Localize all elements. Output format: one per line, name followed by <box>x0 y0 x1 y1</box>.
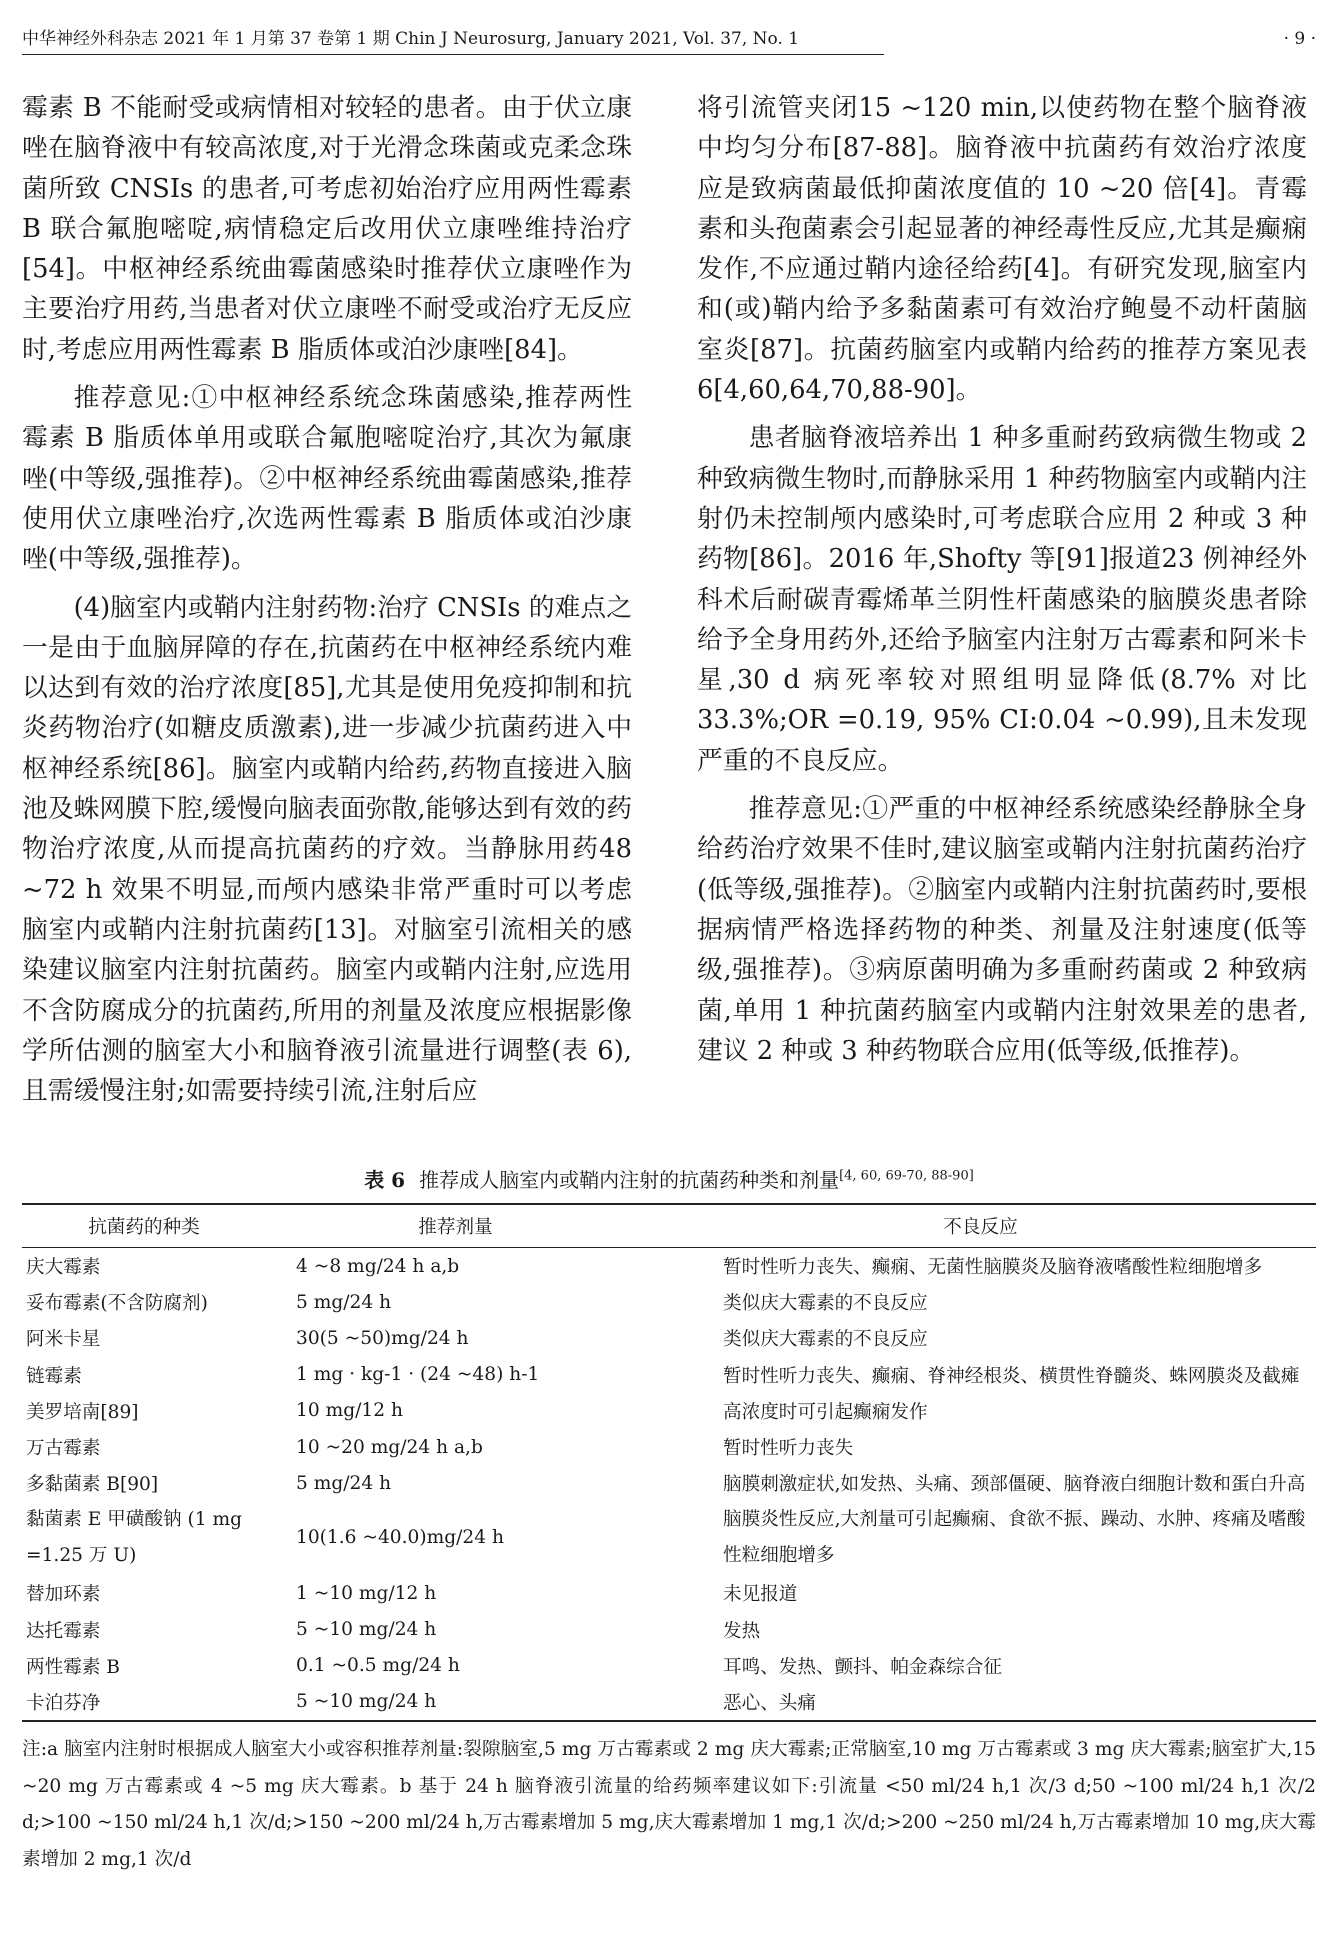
drug-cell: 多黏菌素 B[90] <box>26 1474 159 1496</box>
dose-cell: 5 ~10 mg/24 h <box>296 1619 437 1641</box>
dose-cell: 0.1 ~0.5 mg/24 h <box>296 1655 460 1677</box>
table-row <box>22 1575 1316 1611</box>
table-label: 表 6 <box>364 1168 406 1192</box>
table-row <box>22 1465 1316 1501</box>
drug-cell: 庆大霉素 <box>26 1257 101 1279</box>
adverse-cell: 类似庆大霉素的不良反应 <box>723 1293 928 1315</box>
page-number: · 9 · <box>1283 29 1316 49</box>
table-title <box>22 1165 1316 1195</box>
dose-cell: 5 ~10 mg/24 h <box>266 1684 645 1721</box>
table-title-ref: [4, 60, 69-70, 88-90] <box>839 1168 974 1184</box>
column-header: 推荐剂量 <box>266 1204 645 1248</box>
adverse-cell: 暂时性听力丧失 <box>723 1438 854 1460</box>
table-row <box>22 1320 1316 1356</box>
adverse-cell: 类似庆大霉素的不良反应 <box>723 1329 928 1351</box>
journal-citation: 中华神经外科杂志 2021 年 1 月第 37 卷第 1 期 Chin J Neurosurg, January 2021, Vol. 37, No. 1 <box>22 29 800 49</box>
drug-cell: 卡泊芬净 <box>22 1684 266 1721</box>
column-header: 抗菌药的种类 <box>22 1204 266 1248</box>
dose-cell: 5 mg/24 h <box>296 1472 392 1494</box>
column-header: 不良反应 <box>645 1204 1316 1248</box>
header-rule <box>22 54 884 55</box>
dose-cell: 10(1.6 ~40.0)mg/24 h <box>296 1527 504 1549</box>
table-row <box>22 1612 1316 1648</box>
paragraph: 推荐意见:①严重的中枢神经系统感染经静脉全身给药治疗效果不佳时,建议脑室或鞘内注射抗菌药治疗(低等级,强推荐)。②脑室内或鞘内注射抗菌药时,要根据病情严格选择药物的种类、剂量及注射速度(低等级,强推荐)。③病原菌明确为多重耐药菌或 2 种致病菌,单用 1 种抗菌药脑室内或鞘内注射效果差的患者,建议 2 种或 3 种药物联合应用(低等级,低推荐)。 <box>697 794 1307 1066</box>
adverse-cell: 恶心、头痛 <box>645 1684 1316 1721</box>
paragraph: 将引流管夹闭15 ~120 min,以使药物在整个脑脊液中均匀分布[87-88]。脑脊液中抗菌药有效治疗浓度应是致病菌最低抑菌浓度值的 10 ~20 倍[4]。青霉素和头孢菌素会引起显著的神经毒性反应,尤其是癫痫发作,不应通过鞘内途径给药[4]。有研究发现,脑室内和(或)鞘内给予多黏菌素可有效治疗鲍曼不动杆菌脑室炎[87]。抗菌药脑室内或鞘内给药的推荐方案见表 6[4,60,64,70,88-90]。 <box>697 93 1307 406</box>
adverse-cell: 暂时性听力丧失、癫痫、脊神经根炎、横贯性脊髓炎、蛛网膜炎及截瘫 <box>723 1365 1300 1387</box>
drug-cell: 链霉素 <box>26 1365 82 1387</box>
table-row <box>22 1648 1316 1684</box>
drug-cell: 达托霉素 <box>26 1620 101 1642</box>
paragraph: 推荐意见:①中枢神经系统念珠菌感染,推荐两性霉素 B 脂质体单用或联合氟胞嘧啶治疗,其次为氟康唑(中等级,强推荐)。②中枢神经系统曲霉菌感染,推荐使用伏立康唑治疗,次选两性霉素 B 脂质体或泊沙康唑(中等级,强推荐)。 <box>22 383 632 575</box>
drug-cell: 妥布霉素(不含防腐剂) <box>26 1293 208 1315</box>
dose-cell: 30(5 ~50)mg/24 h <box>296 1327 469 1349</box>
adverse-cell: 高浓度时可引起癫痫发作 <box>723 1401 928 1423</box>
table-row <box>22 1357 1316 1393</box>
table-row <box>22 1501 1316 1575</box>
right-column <box>697 88 1307 1079</box>
table-row <box>22 1284 1316 1320</box>
paragraph: 患者脑脊液培养出 1 种多重耐药致病微生物或 2 种致病微生物时,而静脉采用 1 种药物脑室内或鞘内注射仍未控制颅内感染时,可考虑联合应用 2 种或 3 种药物[86]。2016 年,Shofty 等[91]报道23 例神经外科术后耐碳青霉烯革兰阴性杆菌感染的脑膜炎患者除给予全身用药外,还给予脑室内注射万古霉素和阿米卡星,30 d 病死率较对照组明显降低(8.7% 对比 33.3%;OR =0.19, 95% CI:0.04 ~0.99),且未发现严重的不良反应。 <box>697 423 1307 776</box>
drug-cell: 万古霉素 <box>26 1438 101 1460</box>
adverse-cell: 脑膜刺激症状,如发热、头痛、颈部僵硬、脑脊液白细胞计数和蛋白升高 <box>723 1474 1306 1496</box>
left-column <box>22 88 632 1119</box>
table-caption: 推荐成人脑室内或鞘内注射的抗菌药种类和剂量 <box>419 1168 840 1192</box>
adverse-cell: 发热 <box>723 1620 761 1642</box>
table-footnote: 注:a 脑室内注射时根据成人脑室大小或容积推荐剂量:裂隙脑室,5 mg 万古霉素或 2 mg 庆大霉素;正常脑室,10 mg 万古霉素或 3 mg 庆大霉素;脑室扩大,15 ~20 mg 万古霉素或 4 ~5 mg 庆大霉素。b 基于 24 h 脑脊液引流量的给药频率建议如下:引流量 <50 ml/24 h,1 次/3 d;50 ~100 ml/24 h,1 次/2 d;>100 ~150 ml/24 h,1 次/d;>150 ~200 ml/24 h,万古霉素增加 5 mg,庆大霉素增加 1 mg,1 次/d;>200 ~250 ml/24 h,万古霉素增加 10 mg,庆大霉素增加 2 mg,1 次/d <box>22 1739 1316 1870</box>
drug-cell: 美罗培南[89] <box>26 1401 139 1423</box>
drug-table <box>22 1203 1316 1722</box>
paragraph: 霉素 B 不能耐受或病情相对较轻的患者。由于伏立康唑在脑脊液中有较高浓度,对于光滑念珠菌或克柔念珠菌所致 CNSIs 的患者,可考虑初始治疗应用两性霉素 B 联合氟胞嘧啶,病情稳定后改用伏立康唑维持治疗[54]。中枢神经系统曲霉菌感染时推荐伏立康唑作为主要治疗用药,当患者对伏立康唑不耐受或治疗无反应时,考虑应用两性霉素 B 脂质体或泊沙康唑[84]。 <box>22 93 632 365</box>
paragraph: (4)脑室内或鞘内注射药物:治疗 CNSIs 的难点之一是由于血脑屏障的存在,抗菌药在中枢神经系统内难以达到有效的治疗浓度[85],尤其是使用免疫抑制和抗炎药物治疗(如糖皮质激素),进一步减少抗菌药进入中枢神经系统[86]。脑室内或鞘内给药,药物直接进入脑池及蛛网膜下腔,缓慢向脑表面弥散,能够达到有效的药物治疗浓度,从而提高抗菌药的疗效。当静脉用药48 ~72 h 效果不明显,而颅内感染非常严重时可以考虑脑室内或鞘内注射抗菌药[13]。对脑室引流相关的感染建议脑室内注射抗菌药。脑室内或鞘内注射,应选用不含防腐成分的抗菌药,所用的剂量及浓度应根据影像学所估测的脑室大小和脑脊液引流量进行调整(表 6),且需缓慢注射;如需要持续引流,注射后应 <box>22 592 632 1107</box>
table-header-row <box>22 1204 1316 1248</box>
table-row <box>22 1248 1316 1285</box>
table-row <box>22 1684 1316 1721</box>
dose-cell: 4 ~8 mg/24 h a,b <box>296 1255 460 1277</box>
dose-cell: 1 ~10 mg/12 h <box>296 1582 437 1604</box>
table-row <box>22 1429 1316 1465</box>
dose-cell: 10 ~20 mg/24 h a,b <box>296 1436 483 1458</box>
dose-cell: 10 mg/12 h <box>296 1400 403 1422</box>
adverse-cell: 耳鸣、发热、颤抖、帕金森综合征 <box>723 1656 1002 1678</box>
table-6 <box>22 1165 1316 1878</box>
drug-cell: 替加环素 <box>26 1584 101 1606</box>
adverse-cell: 未见报道 <box>723 1584 798 1606</box>
dose-cell: 5 mg/24 h <box>296 1291 392 1313</box>
drug-cell: 两性霉素 B <box>26 1656 120 1678</box>
adverse-cell: 脑膜炎性反应,大剂量可引起癫痫、食欲不振、躁动、水肿、疼痛及嗜酸性粒细胞增多 <box>723 1509 1306 1567</box>
drug-cell: 阿米卡星 <box>26 1329 101 1351</box>
dose-cell: 1 mg · kg-1 · (24 ~48) h-1 <box>296 1364 540 1386</box>
adverse-cell: 暂时性听力丧失、癫痫、无菌性脑膜炎及脑脊液嗜酸性粒细胞增多 <box>723 1257 1263 1279</box>
drug-cell: 黏菌素 E 甲磺酸钠 (1 mg =1.25 万 U) <box>26 1509 242 1567</box>
running-header <box>22 24 1316 54</box>
table-row <box>22 1393 1316 1429</box>
